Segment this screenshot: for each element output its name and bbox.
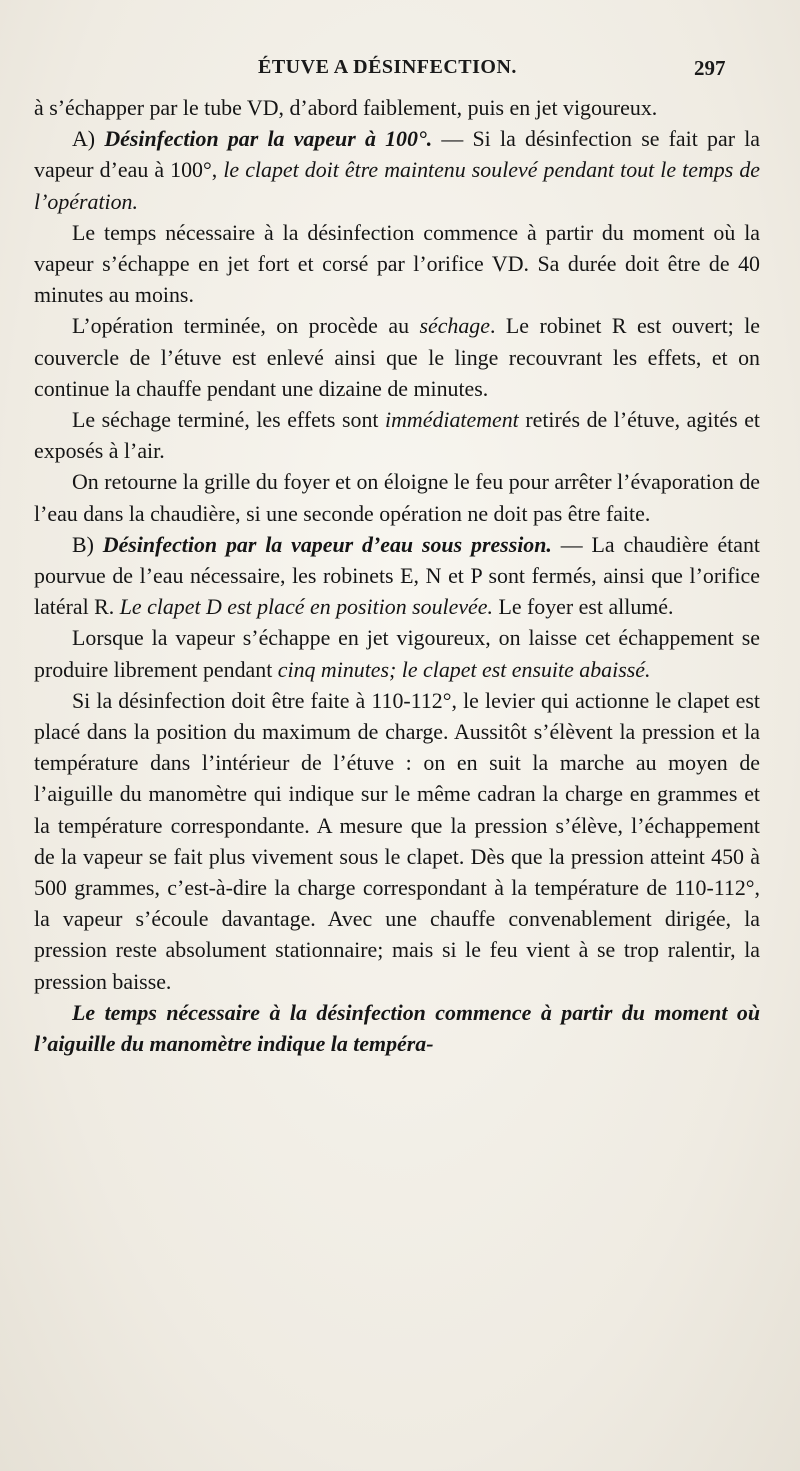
emphasis-run: séchage bbox=[419, 313, 490, 339]
text-run: — La chaudière étant pourvue de l’eau nécessaire, les robinets E, N et P sont fermés, ainsi que l’orifice latéral R. bbox=[34, 531, 760, 620]
running-title: ÉTUVE A DÉSINFECTION. bbox=[258, 56, 517, 78]
paragraph bbox=[34, 92, 760, 123]
paragraph bbox=[34, 685, 760, 997]
paragraph bbox=[34, 217, 760, 311]
page-number: 297 bbox=[694, 56, 726, 80]
text-run: On retourne la grille du foyer et on éloigne le feu pour arrêter l’évaporation de l’eau dans la chaudière, si une seconde opération ne doit pas être faite. bbox=[34, 469, 760, 526]
body-text bbox=[34, 92, 760, 1059]
paragraph bbox=[34, 404, 760, 466]
page-header bbox=[0, 56, 800, 84]
emphasis-run: cinq minutes; le clapet est ensuite abaissé. bbox=[277, 656, 651, 682]
text-run: B) bbox=[72, 531, 103, 557]
paragraph bbox=[34, 529, 760, 623]
section-heading: Désinfection par la vapeur à 100°. bbox=[104, 126, 433, 152]
paragraph bbox=[34, 997, 760, 1059]
section-heading: Désinfection par la vapeur d’eau sous pression. bbox=[102, 531, 552, 557]
text-run: retirés de l’étuve, agités et exposés à l’air. bbox=[34, 407, 760, 464]
paragraph bbox=[34, 622, 760, 684]
text-run: à s’échapper par le tube VD, d’abord faiblement, puis en jet vigoureux. bbox=[34, 95, 658, 120]
text-run: Lorsque la vapeur s’échappe en jet vigoureux, on laisse cet échappement se produire librement pendant bbox=[34, 625, 760, 682]
text-run: Le foyer est allumé. bbox=[492, 594, 674, 620]
emphasis-run: le clapet doit être maintenu soulevé pendant tout le temps de l’opération. bbox=[34, 157, 760, 214]
paragraph bbox=[34, 466, 760, 528]
emphasis-run: immédiatement bbox=[385, 407, 519, 433]
text-run: L’opération terminée, on procède au bbox=[72, 313, 420, 339]
text-run: — Si la désinfection se fait par la vapeur d’eau à 100°, bbox=[34, 126, 760, 183]
emphasis-run: Le clapet D est placé en position soulevée. bbox=[119, 594, 493, 620]
text-run: Le séchage terminé, les effets sont bbox=[72, 407, 386, 433]
text-run: Si la désinfection doit être faite à 110-112°, le levier qui actionne le clapet est placé dans la position du maximum de charge. Aussitôt s’élèvent la pression et la température dans l’intérieur de l’étuve : on en suit la marche au moyen de l’aiguille du manomètre qui indique sur le même cadran la charge en grammes et la température correspondante. A mesure que la pression s’élève, l’échappement de la vapeur se fait plus vivement sous le clapet. Dès que la pression atteint 450 à 500 grammes, c’est-à-dire la charge correspondant à la température de 110-112°, la vapeur s’écoule davantage. Avec une chauffe convenablement dirigée, la pression reste absolument stationnaire; mais si le feu vient à se trop ralentir, la pression baisse. bbox=[34, 687, 760, 994]
text-run: . Le robinet R est ouvert; le couvercle de l’étuve est enlevé ainsi que le linge recouvrant les effets, et on continue la chauffe pendant une dizaine de minutes. bbox=[34, 313, 760, 401]
paragraph bbox=[34, 310, 760, 404]
text-run: Le temps nécessaire à la désinfection commence à partir du moment où la vapeur s’échappe en jet fort et corsé par l’orifice VD. Sa durée doit être de 40 minutes au moins. bbox=[34, 219, 760, 308]
paragraph bbox=[34, 123, 760, 217]
emphasis-run: Le temps nécessaire à la désinfection commence à partir du moment où l’aiguille du manomètre indique la tempéra- bbox=[34, 999, 760, 1057]
text-run: A) bbox=[72, 126, 105, 152]
